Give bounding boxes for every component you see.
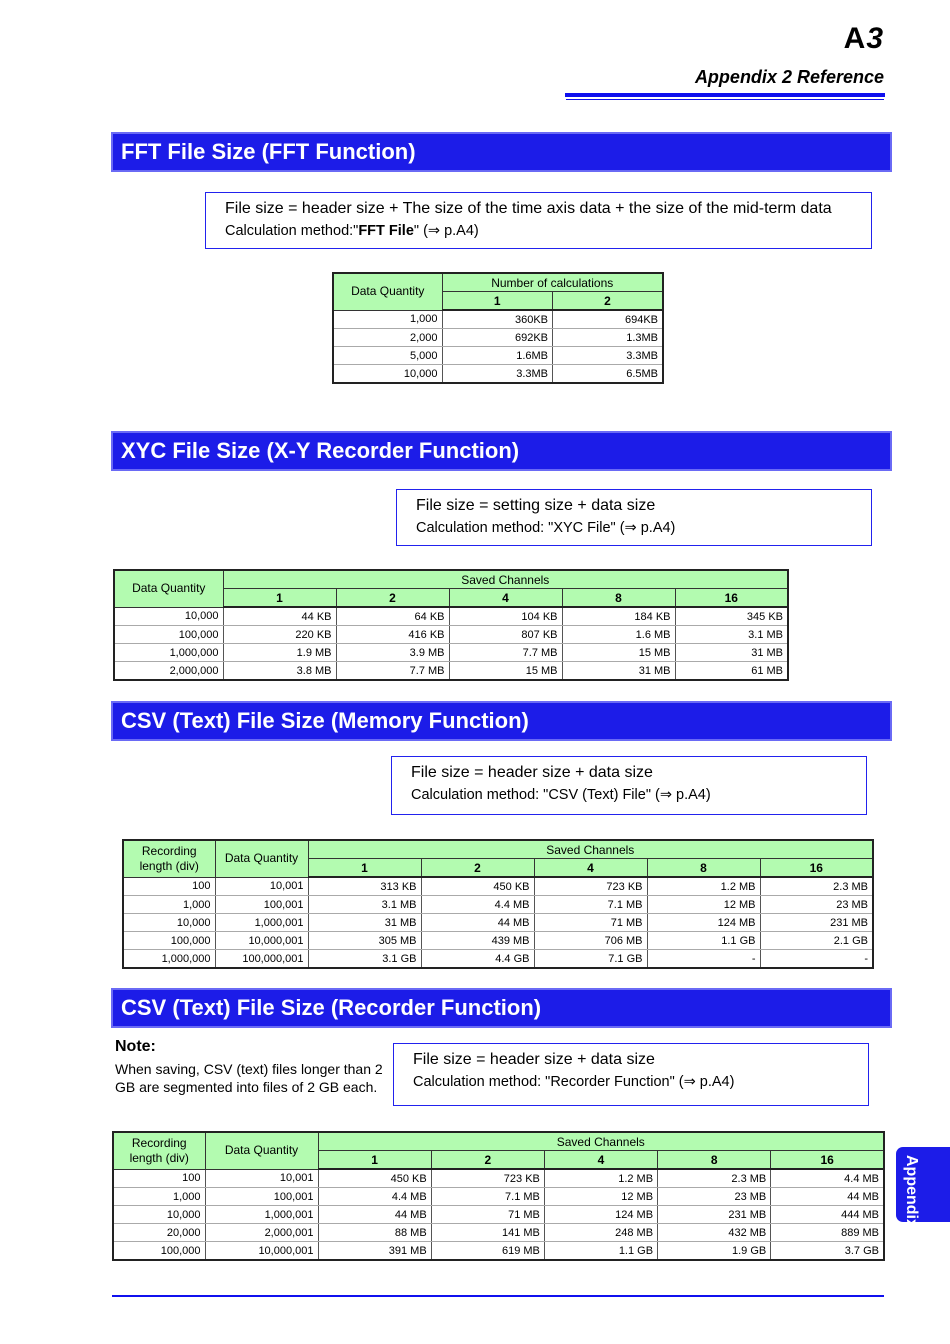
formula-text: File size = header size + The size of the time axis data + the size of the mid-term data — [225, 200, 832, 217]
header-rule-thin — [566, 99, 884, 100]
column-header-cell: 8 — [647, 859, 760, 878]
table-cell: 4.4 MB — [771, 1169, 884, 1188]
column-header-cell: 2 — [336, 589, 449, 608]
table-cell: 1,000,000 — [114, 644, 223, 662]
table-cell: 1,000,001 — [205, 1206, 318, 1224]
table-cell: 450 KB — [421, 877, 534, 896]
table-cell: 100,000,001 — [215, 950, 308, 969]
table-cell: 44 MB — [421, 914, 534, 932]
table-row — [114, 607, 788, 626]
table-cell: 444 MB — [771, 1206, 884, 1224]
table-cell: 10,000 — [123, 914, 215, 932]
table-cell: 10,000,001 — [215, 932, 308, 950]
table-cell: 7.7 MB — [449, 644, 562, 662]
group-header-cell: Saved Channels — [308, 840, 873, 859]
section-title-xyc: XYC File Size (X-Y Recorder Function) — [111, 431, 892, 471]
table-cell: - — [647, 950, 760, 969]
table-cell: 450 KB — [318, 1169, 431, 1188]
row-header-cell: Data Quantity — [215, 840, 308, 877]
table-cell: 694KB — [553, 310, 664, 329]
xyc-size-table — [113, 569, 789, 681]
calculation-method — [225, 220, 871, 242]
row-header-cell: Recording length (div) — [123, 840, 215, 877]
table-cell: 100 — [113, 1169, 205, 1188]
table-cell: 100,001 — [205, 1188, 318, 1206]
table-cell: 1.1 GB — [544, 1242, 657, 1261]
table-cell: 1.6MB — [442, 347, 553, 365]
column-header-cell: 1 — [318, 1151, 431, 1170]
table-cell: 6.5MB — [553, 365, 664, 384]
table-cell: 1.6 MB — [562, 626, 675, 644]
table-cell: 31 MB — [675, 644, 788, 662]
table-cell: 305 MB — [308, 932, 421, 950]
column-header-cell: 16 — [675, 589, 788, 608]
page-number-digit: 3 — [866, 22, 884, 55]
table-cell: 439 MB — [421, 932, 534, 950]
side-tab-label: Appendix — [903, 1155, 920, 1228]
calculation-method: Calculation method: "CSV (Text) File" (⇒ p.A4) — [411, 787, 711, 803]
table-cell: 220 KB — [223, 626, 336, 644]
table-cell: 706 MB — [534, 932, 647, 950]
table-cell: 10,000 — [333, 365, 442, 384]
table-cell: 1.9 MB — [223, 644, 336, 662]
table-cell: 360KB — [442, 310, 553, 329]
calculation-method: Calculation method: "XYC File" (⇒ p.A4) — [416, 520, 676, 536]
row-header-cell: Recording length (div) — [113, 1132, 205, 1169]
table-cell: 231 MB — [760, 914, 873, 932]
appendix-side-tab[interactable] — [896, 1147, 950, 1228]
table-row — [333, 329, 663, 347]
table-cell: 807 KB — [449, 626, 562, 644]
table-row — [123, 896, 873, 914]
section-title-csv-recorder: CSV (Text) File Size (Recorder Function) — [111, 988, 892, 1028]
table-cell: 7.7 MB — [336, 662, 449, 681]
table-cell: 71 MB — [534, 914, 647, 932]
footer-rule — [112, 1295, 884, 1297]
table-cell: 432 MB — [658, 1224, 771, 1242]
table-cell: 141 MB — [431, 1224, 544, 1242]
csv-memory-size-table — [122, 839, 874, 969]
table-cell: 1,000,000 — [123, 950, 215, 969]
table-cell: 1.2 MB — [544, 1169, 657, 1188]
column-header-cell: 2 — [431, 1151, 544, 1170]
method-file-type: FFT File — [358, 223, 414, 239]
table-row — [123, 914, 873, 932]
table-cell: 100,000 — [113, 1242, 205, 1261]
group-header-cell: Number of calculations — [442, 273, 663, 292]
table-cell: 1.9 GB — [658, 1242, 771, 1261]
table-cell: 1.1 GB — [647, 932, 760, 950]
table-cell: 2.1 GB — [760, 932, 873, 950]
group-header-cell: Saved Channels — [223, 570, 788, 589]
note-text: When saving, CSV (text) files longer than 2 GB are segmented into files of 2 GB each. — [115, 1061, 383, 1095]
row-header-cell: Data Quantity — [205, 1132, 318, 1169]
formula-box-fft — [205, 192, 872, 249]
table-cell: 889 MB — [771, 1224, 884, 1242]
table-cell: 100,000 — [114, 626, 223, 644]
method-prefix: Calculation method:" — [225, 223, 359, 239]
table-cell: 184 KB — [562, 607, 675, 626]
table-cell: 100,000 — [123, 932, 215, 950]
table-cell: 313 KB — [308, 877, 421, 896]
table-cell: 391 MB — [318, 1242, 431, 1261]
table-cell: 20,000 — [113, 1224, 205, 1242]
table-row — [113, 1206, 884, 1224]
table-cell: 23 MB — [658, 1188, 771, 1206]
table-cell: 1,000 — [113, 1188, 205, 1206]
table-cell: 44 MB — [318, 1206, 431, 1224]
table-cell: 31 MB — [308, 914, 421, 932]
table-cell: 3.1 GB — [308, 950, 421, 969]
header-row — [114, 570, 788, 589]
table-cell: 10,000 — [114, 607, 223, 626]
section-title-fft: FFT File Size (FFT Function) — [111, 132, 892, 172]
formula-box-xyc — [396, 489, 872, 546]
note-title: Note: — [115, 1038, 156, 1055]
table-cell: 71 MB — [431, 1206, 544, 1224]
table-cell: 10,001 — [205, 1169, 318, 1188]
table-cell: 4.4 MB — [421, 896, 534, 914]
table-cell: 3.1 MB — [675, 626, 788, 644]
table-cell: 3.9 MB — [336, 644, 449, 662]
table-cell: 12 MB — [544, 1188, 657, 1206]
table-cell: 3.8 MB — [223, 662, 336, 681]
table-cell: 15 MB — [449, 662, 562, 681]
table-cell: 1,000 — [333, 310, 442, 329]
table-cell: 7.1 MB — [431, 1188, 544, 1206]
table-cell: 3.1 MB — [308, 896, 421, 914]
row-header-cell: Data Quantity — [333, 273, 442, 310]
table-row — [113, 1242, 884, 1261]
table-cell: 1,000,001 — [215, 914, 308, 932]
table-cell: 12 MB — [647, 896, 760, 914]
table-cell: 10,000 — [113, 1206, 205, 1224]
column-header-cell: 1 — [442, 292, 553, 311]
table-cell: 231 MB — [658, 1206, 771, 1224]
table-row — [123, 932, 873, 950]
column-header-cell: 16 — [760, 859, 873, 878]
row-header-cell: Data Quantity — [114, 570, 223, 607]
column-header-cell: 1 — [308, 859, 421, 878]
table-cell: 10,001 — [215, 877, 308, 896]
header-rule — [565, 93, 885, 97]
table-row — [333, 365, 663, 384]
table-cell: 2.3 MB — [760, 877, 873, 896]
page-number — [844, 22, 884, 56]
table-cell: 7.1 MB — [534, 896, 647, 914]
formula-text: File size = header size + data size — [411, 764, 653, 781]
column-header-cell: 4 — [534, 859, 647, 878]
table-cell: 4.4 MB — [318, 1188, 431, 1206]
table-cell: 15 MB — [562, 644, 675, 662]
table-row — [114, 644, 788, 662]
table-cell: 31 MB — [562, 662, 675, 681]
table-cell: 345 KB — [675, 607, 788, 626]
table-cell: 2,000,000 — [114, 662, 223, 681]
table-cell: 64 KB — [336, 607, 449, 626]
table-cell: 4.4 GB — [421, 950, 534, 969]
table-cell: 723 KB — [431, 1169, 544, 1188]
table-cell: 723 KB — [534, 877, 647, 896]
column-header-cell: 16 — [771, 1151, 884, 1170]
table-row — [123, 950, 873, 969]
chapter-title: Appendix 2 Reference — [694, 67, 884, 87]
table-cell: 5,000 — [333, 347, 442, 365]
formula-box-csv-memory — [391, 756, 867, 815]
table-row — [123, 877, 873, 896]
table-cell: 7.1 GB — [534, 950, 647, 969]
table-cell: 248 MB — [544, 1224, 657, 1242]
table-cell: 2,000,001 — [205, 1224, 318, 1242]
table-cell: 44 KB — [223, 607, 336, 626]
table-cell: - — [760, 950, 873, 969]
table-cell: 619 MB — [431, 1242, 544, 1261]
table-cell: 2.3 MB — [658, 1169, 771, 1188]
formula-text: File size = setting size + data size — [416, 497, 656, 514]
table-row — [333, 310, 663, 329]
table-cell: 61 MB — [675, 662, 788, 681]
table-cell: 692KB — [442, 329, 553, 347]
column-header-cell: 2 — [421, 859, 534, 878]
header-row — [113, 1132, 884, 1151]
table-cell: 3.3MB — [442, 365, 553, 384]
group-header-cell: Saved Channels — [318, 1132, 884, 1151]
column-header-cell: 8 — [658, 1151, 771, 1170]
table-cell: 1.3MB — [553, 329, 664, 347]
table-cell: 3.7 GB — [771, 1242, 884, 1261]
calculation-method: Calculation method: "Recorder Function" (⇒ p.A4) — [413, 1074, 735, 1090]
table-cell: 44 MB — [771, 1188, 884, 1206]
formula-text: File size = header size + data size — [413, 1051, 655, 1068]
table-cell: 1.2 MB — [647, 877, 760, 896]
header-row — [123, 840, 873, 859]
table-cell: 104 KB — [449, 607, 562, 626]
table-cell: 124 MB — [544, 1206, 657, 1224]
column-header-cell: 4 — [449, 589, 562, 608]
table-cell: 416 KB — [336, 626, 449, 644]
page-letter: A — [843, 22, 867, 55]
table-cell: 3.3MB — [553, 347, 664, 365]
table-cell: 124 MB — [647, 914, 760, 932]
table-cell: 1,000 — [123, 896, 215, 914]
formula-box-csv-recorder — [393, 1043, 869, 1106]
table-row — [114, 626, 788, 644]
column-header-cell: 8 — [562, 589, 675, 608]
column-header-cell: 1 — [223, 589, 336, 608]
csv-recorder-size-table — [112, 1131, 885, 1261]
table-cell: 23 MB — [760, 896, 873, 914]
header-row — [333, 273, 663, 292]
table-row — [113, 1169, 884, 1188]
table-row — [113, 1224, 884, 1242]
table-cell: 88 MB — [318, 1224, 431, 1242]
column-header-cell: 2 — [553, 292, 664, 311]
table-cell: 10,000,001 — [205, 1242, 318, 1261]
table-row — [333, 347, 663, 365]
section-title-csv-memory: CSV (Text) File Size (Memory Function) — [111, 701, 892, 741]
fft-size-table — [332, 272, 664, 384]
table-cell: 2,000 — [333, 329, 442, 347]
table-cell: 100,001 — [215, 896, 308, 914]
table-row — [113, 1188, 884, 1206]
column-header-cell: 4 — [544, 1151, 657, 1170]
method-suffix: " (⇒ p.A4) — [413, 223, 479, 239]
table-row — [114, 662, 788, 681]
table-cell: 100 — [123, 877, 215, 896]
